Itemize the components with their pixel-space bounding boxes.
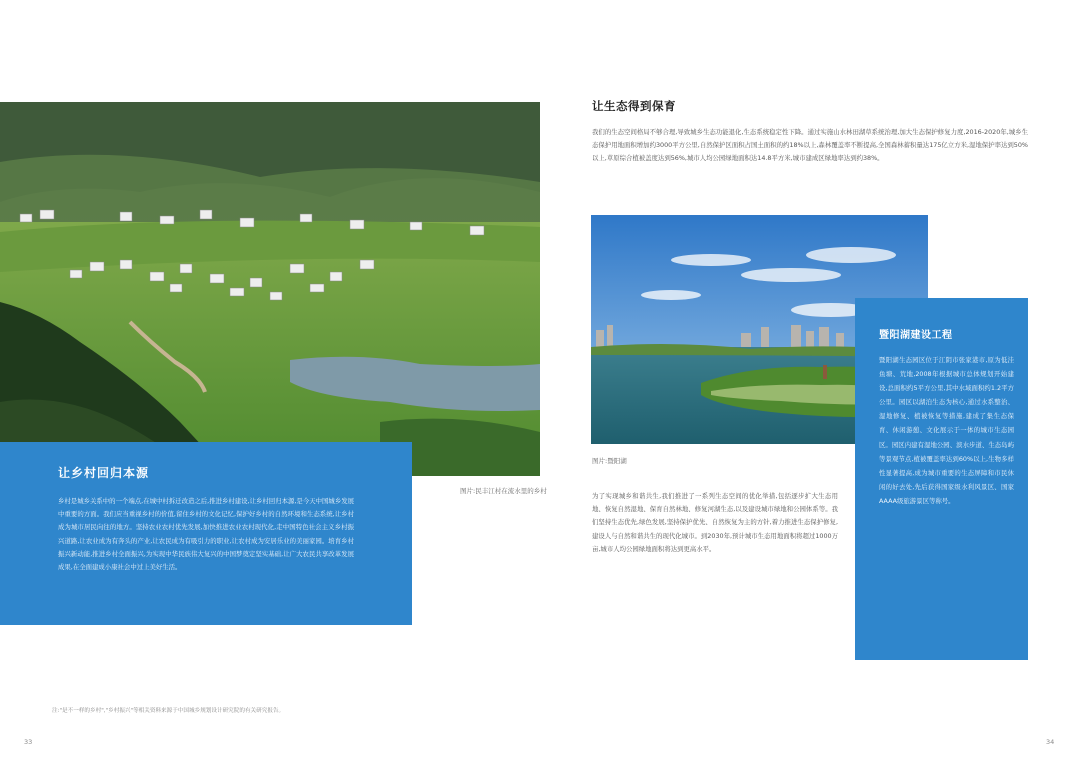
section-paragraph: 我们的生态空间格局不够合理,导致城乡生态功能退化,生态系统稳定性下降。通过实施山水林田湖草系统治理,加大生态保护修复力度,2016-2020年,城乡生态保护用地面积增加约3000平方公里,自然保护区面积占国土面积的约18%以上,森林覆盖率不断提高,全国森林蓄积量达175亿立方米,湿地保护率达到50%以上,草原综合植被盖度达到56%,城市人均公园绿地面积达14.8平方米,城市建成区绿地率达到约38%。 xyxy=(592,128,1028,162)
panel-title: 让乡村回归本源 xyxy=(58,466,150,480)
panel-body: 暨阳湖生态园区位于江阴市张家港市,原为低洼鱼塘、荒地,2008年根据城市总体规划开始建设,总面积约5平方公里,其中水域面积约1.2平方公里。园区以湖泊生态为核心,通过水系整治、湿地修复、植被恢复等措施,建成了集生态保育、休闲游憩、文化展示于一体的城市生态园区。园区内建有湿地公园、滨水步道、生态岛屿等景观节点,植被覆盖率达到60%以上,生物多样性显著提高,成为城市重要的生态屏障和市民休闲的好去处,先后获得国家级水利风景区、国家AAAA级旅游景区等称号。 xyxy=(879,356,1014,505)
panel-title: 暨阳湖建设工程 xyxy=(879,330,953,341)
jiyang-lake-panel xyxy=(855,298,1028,660)
panel-body: 乡村是城乡关系中的一个端点,在城中村拆迁改造之后,推进乡村建设,让乡村回归本源,是今天中国城乡发展中重要的方面。我们应当重视乡村的价值,留住乡村的文化记忆,保护好乡村的自然环境和生态系统,让乡村成为城市居民向往的地方。坚持农业农村优先发展,加快推进农业农村现代化,走中国特色社会主义乡村振兴道路,让农业成为有奔头的产业,让农民成为有吸引力的职业,让农村成为安居乐业的美丽家园。培育乡村振兴新动能,推进乡村全面振兴,为实现中华民族伟大复兴的中国梦奠定坚实基础,让广大农民共享改革发展成果,在全面建成小康社会中过上美好生活。 xyxy=(58,497,354,572)
village-landscape-photo xyxy=(0,102,540,476)
section-paragraph-2: 为了实现城乡和谐共生,我们推进了一系列生态空间的优化举措,包括逐步扩大生态用地、恢复自然湿地、保育自然林地、修复河湖生态,以及建设城市绿地和公园体系等。我们坚持生态优先,绿色发展,坚持保护优先、自然恢复为主的方针,着力推进生态保护修复,建设人与自然和谐共生的现代化城市。到2030年,预计城市生态用地面积将超过1000万亩,城市人均公园绿地面积将达到更高水平。 xyxy=(592,492,838,553)
page-number-left: 33 xyxy=(24,738,33,746)
rural-heritage-panel xyxy=(0,442,412,625)
left-photo-caption: 图片:民丰江村在流水里的乡村 xyxy=(460,487,547,495)
section-heading: 让生态得到保育 xyxy=(592,99,676,113)
page-number-right: 34 xyxy=(1046,738,1055,746)
right-photo-caption: 图片:暨阳湖 xyxy=(592,457,627,465)
footnote: 注:"是不一样的乡村","乡村振兴"等相关资料来源于中国城乡规划设计研究院的有关研究报告。 xyxy=(52,708,285,714)
